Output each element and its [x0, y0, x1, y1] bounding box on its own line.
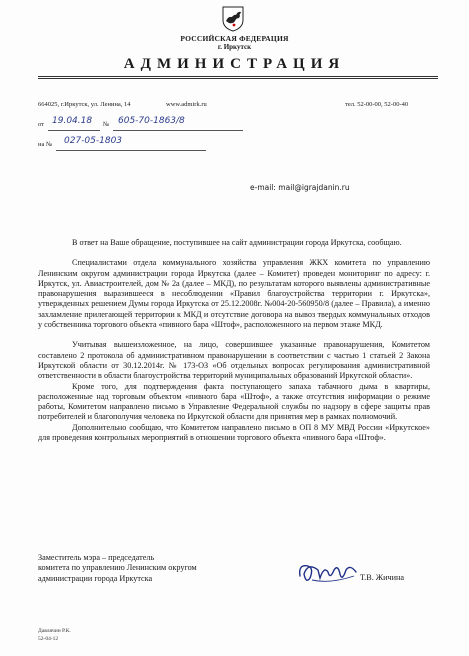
signatory-position-line-3: администрации города Иркутска — [38, 573, 153, 583]
administration-title: АДМИНИСТРАЦИЯ — [123, 56, 346, 72]
signatory-position-line-2: комитета по управлению Ленинским округом — [38, 563, 197, 573]
date-underline — [48, 130, 100, 131]
reference-underline — [56, 150, 206, 151]
executor-phone: 52-04-12 — [38, 636, 59, 642]
executor-name: Давлячин Р.К. — [38, 628, 71, 634]
signatory-name: Т.В. Жичина — [360, 573, 405, 582]
signatory-position-line-1: Заместитель мэра – председатель — [38, 553, 155, 562]
phone-numbers: тел. 52-00-00, 52-00-40 — [345, 101, 409, 108]
recipient-email: e-mail: mail@igrajdanin.ru — [250, 183, 350, 192]
reference-label: на № — [38, 141, 53, 148]
handwritten-date: 19.04.18 — [52, 116, 93, 126]
irkutsk-coat-of-arms-icon — [222, 6, 244, 32]
number-underline — [113, 130, 243, 131]
body-paragraph-1: В ответ на Ваше обращение, поступившее на сайт администрации города Иркутска, сообщаю. — [72, 238, 402, 247]
handwritten-reference-number: 027-05-1803 — [64, 136, 123, 146]
body-paragraph-2: Специалистами отдела коммунального хозяйства управления ЖКХ комитета по управлению Ленинским округом администрации города Иркутска (далее – Комитет) проведен мониторинг по адресу: г. Иркутск, ул. Авиастроителей, дом № 2а (далее – МКД), по результатам которого выявлены административные правонарушения выразившееся в несоблюдении «Правил благоустройства территории г. Иркутска», утвержденных решением Думы города Иркутска от 25.12.2008г. №004-20-560950/8 (далее – Правила), а именно захламление прилегающей территории к МКД и отсутствие договора на вывоз твердых коммунальных отходов у собственника торгового объекта «пивного бара «Штоф», расположенного на первом этаже МКД. — [38, 258, 430, 330]
date-label: от — [38, 121, 45, 128]
signatory-position — [38, 553, 197, 584]
header-divider-top — [38, 76, 438, 77]
body-paragraph-5: Дополнительно сообщаю, что Комитетом направлено письмо в ОП 8 МУ МВД России «Иркутское» для проведения контрольных мероприятий в отношении торгового объекта «пивного бара «Штоф». — [38, 422, 430, 443]
city-label: г. Иркутск — [217, 43, 252, 51]
postal-address: 664025, г.Иркутск, ул. Ленина, 14 — [38, 101, 131, 108]
body-paragraph-4: Кроме того, для подтверждения факта поступающего запаха табачного дыма в квартиры, расположенные над торговым объектом «пивного бара «Штоф», а также отсутствия информации о режиме работы, Комитетом направлено письмо в Управление Федеральной службы по надзору в сфере защиты прав потребителей и благополучия человека по Иркутской области для принятия мер в рамках полномочий. — [38, 381, 430, 422]
handwritten-outgoing-number: 605-70-1863/8 — [118, 116, 185, 126]
body-paragraph-3: Учитывая вышеизложенное, на лицо, совершившее указанные правонарушения, Комитетом составлено 2 протокола об административном правонарушении в соответствии с частью 1 статьей 2 Закона Иркутской области от 30.12.2014г. № 173-ОЗ «Об отдельных вопросах регулирования административной ответственности в области благоустройства территорий муниципальных образований Иркутской области». — [38, 340, 430, 381]
handwritten-signature — [296, 558, 360, 588]
letter-body — [38, 238, 430, 443]
federation-label: РОССИЙСКАЯ ФЕДЕРАЦИЯ — [180, 34, 289, 43]
header-divider-bottom — [38, 78, 438, 79]
website-link[interactable]: www.admirk.ru — [166, 101, 207, 108]
number-label: № — [103, 121, 110, 128]
